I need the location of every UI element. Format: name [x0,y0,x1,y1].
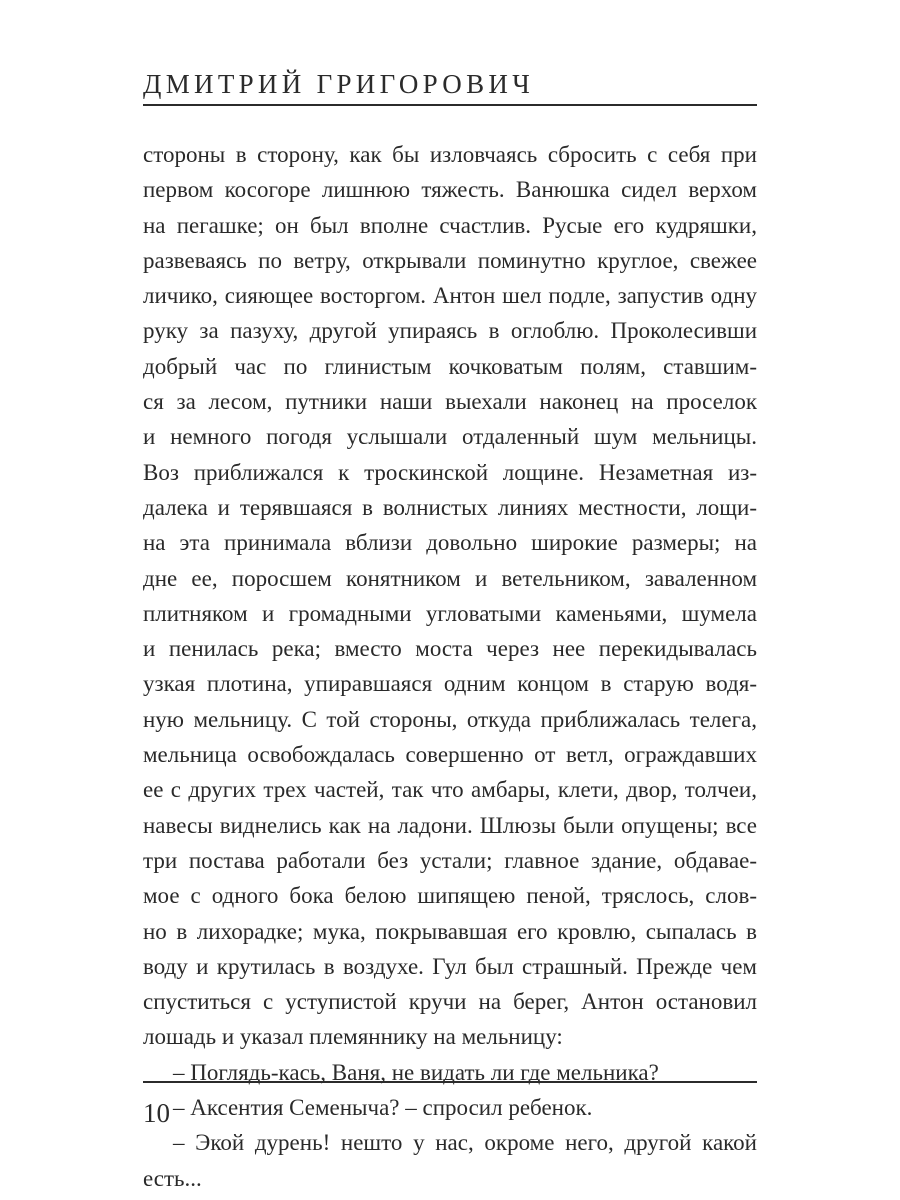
text-line: мельница освобождалась совершенно от ветл, ограждавших [143,742,757,768]
text-line: спуститься с уступистой кручи на берег, Антон остановил [143,989,757,1015]
text-line: лошадь и указал племяннику на мельницу: [143,1024,563,1050]
text-line: навесы виднелись как на ладони. Шлюзы были опущены; все [143,812,757,838]
text-line: личико, сияющее восторгом. Антон шел подле, запустив одну [143,283,757,309]
text-line: ся за лесом, путники наши выехали наконец на проселок [143,389,757,415]
header-rule [143,104,757,106]
text-line: руку за пазуху, другой упираясь в оглоблю. Проколесивши [143,318,757,344]
text-line: есть... [143,1165,202,1191]
text-line: первом косогоре лишнюю тяжесть. Ванюшка сидел верхом [143,177,757,203]
text-line: мое с одного бока белою шипящею пеной, тряслось, слов- [143,883,757,909]
text-line: на эта принимала вблизи довольно широкие размеры; на [143,530,757,556]
text-line: три постава работали без устали; главное здание, обдавае- [143,847,757,873]
text-line: добрый час по глинистым кочковатым полям, ставшим- [143,353,757,379]
dialogue-line: – Экой дурень! нешто у нас, окроме него, другой какой [173,1130,757,1156]
text-line: Воз приближался к троскинской лощине. Незаметная из- [143,459,757,485]
text-line: дне ее, поросшем конятником и ветельником, заваленном [143,565,757,591]
body-text [143,137,757,1196]
text-line: и немного погодя услышали отдаленный шум мельницы. [143,424,757,450]
text-line: узкая плотина, упиравшаяся одним концом в старую водя- [143,671,757,697]
dialogue-line: – Поглядь-кась, Ваня, не видать ли где мельника? [173,1059,659,1085]
text-line: развеваясь по ветру, открывали поминутно круглое, свежее [143,247,757,273]
page-number: 10 [143,1098,170,1128]
text-line: воду и крутилась в воздухе. Гул был страшный. Прежде чем [143,953,757,979]
text-line: но в лихорадке; мука, покрывавшая его кровлю, сыпалась в [143,918,757,944]
text-line: ную мельницу. С той стороны, откуда приближалась телега, [143,706,757,732]
running-head-author: ДМИТРИЙ ГРИГОРОВИЧ [143,69,535,99]
dialogue-line: – Аксентия Семеныча? – спросил ребенок. [173,1095,593,1121]
text-line: на пегашке; он был вполне счастлив. Русые его кудряшки, [143,212,757,238]
footer-rule [143,1081,757,1083]
text-line: стороны в сторону, как бы изловчаясь сбросить с себя при [143,142,757,167]
text-line: и пенилась река; вместо моста через нее перекидывалась [143,636,757,662]
text-line: далека и терявшаяся в волнистых линиях местности, лощи- [143,494,757,520]
text-line: плитняком и громадными угловатыми каменьями, шумела [143,600,757,626]
text-line: ее с других трех частей, так что амбары, клети, двор, толчеи, [143,777,757,803]
